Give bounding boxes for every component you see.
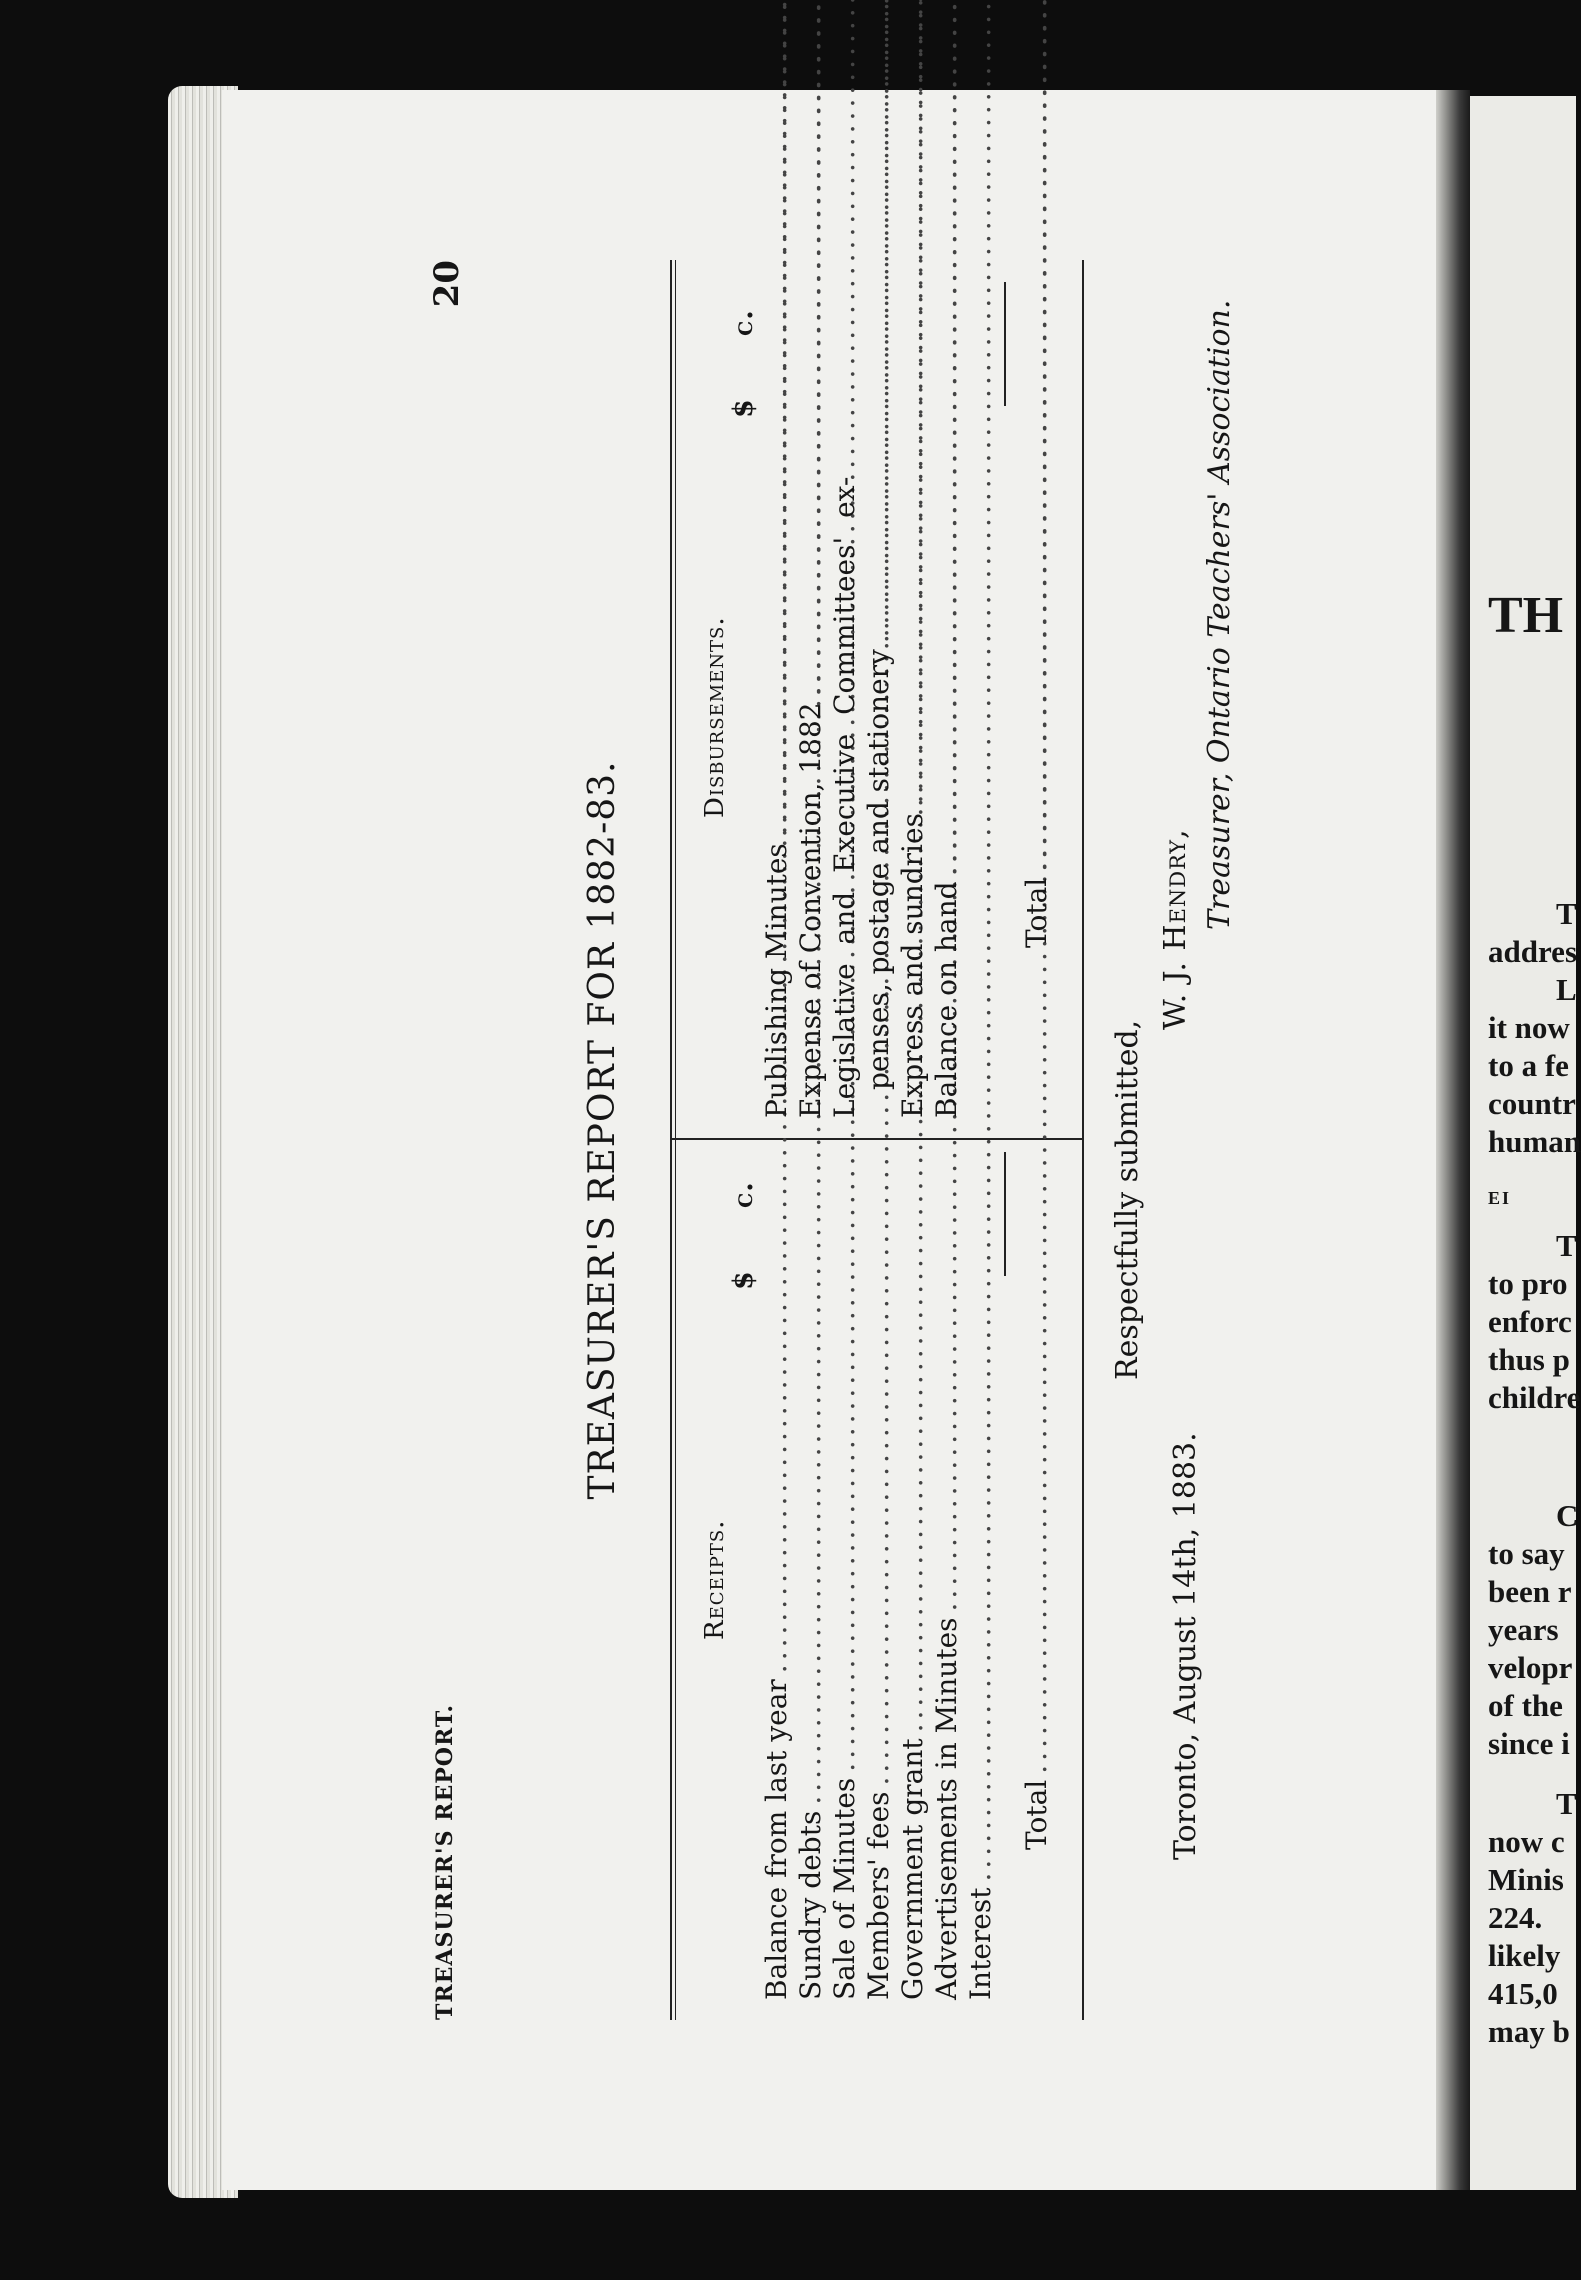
- facing-line: it now: [1488, 1010, 1570, 1045]
- facing-line: to a fe: [1488, 1048, 1569, 1083]
- facing-line: human: [1488, 1124, 1581, 1159]
- disbursements-total-label: Total: [1020, 877, 1053, 948]
- disbursement-label: Publishing Minutes: [760, 843, 793, 1118]
- receipts-heading: Receipts.: [700, 1519, 730, 1640]
- rotated-report: [422, 240, 1145, 2020]
- facing-line: childre: [1488, 1380, 1581, 1415]
- disbursements-heading: Disbursements.: [700, 616, 730, 818]
- facing-line: to pro: [1488, 1266, 1568, 1301]
- facing-line: T: [1556, 1786, 1577, 1821]
- disbursements-sum-rule: [1004, 282, 1006, 406]
- facing-line: velopr: [1488, 1650, 1573, 1685]
- receipt-row: [964, 1152, 998, 2000]
- facing-line: T: [1556, 1228, 1577, 1263]
- receipt-label: Advertisements in Minutes: [930, 1617, 963, 2000]
- facing-line: 415,0: [1488, 1976, 1558, 2011]
- facing-line: been r: [1488, 1574, 1572, 1609]
- facing-line: since i: [1488, 1726, 1570, 1761]
- table-top-rule-thin: [675, 260, 676, 2020]
- facing-line: addres: [1488, 934, 1578, 969]
- disbursement-label: Express and sundries: [896, 813, 929, 1118]
- running-head: TREASURER'S REPORT.: [432, 1703, 458, 2020]
- receipts-total-row: [1020, 1152, 1054, 2000]
- leader-dots: [794, 0, 827, 696]
- report-title: TREASURER'S REPORT FOR 1882-83.: [582, 760, 623, 1500]
- leader-dots: [760, 0, 793, 837]
- leader-dots: [1020, 0, 1053, 872]
- receipts-currency-header: $ c.: [728, 1181, 759, 1290]
- receipt-label: Members' fees: [862, 1791, 895, 2000]
- disbursement-row: [760, 282, 794, 1118]
- book-gutter: [1436, 90, 1470, 2190]
- facing-line: C: [1556, 1498, 1579, 1533]
- facing-line: 224.: [1488, 1900, 1543, 1935]
- receipt-label: Interest: [964, 1887, 997, 2000]
- place-date-wrapper: [1168, 1432, 1203, 1860]
- receipt-label: Balance from last year: [760, 1679, 793, 2000]
- disbursement-row: [930, 282, 964, 1118]
- signatory-name: W. J. Hendry,: [1158, 828, 1193, 1030]
- disbursement-row: [794, 282, 828, 1118]
- table-top-rule: [670, 260, 672, 2020]
- facing-line: now c: [1488, 1824, 1565, 1859]
- facing-line: countr: [1488, 1086, 1576, 1121]
- receipt-row: [862, 1152, 896, 2000]
- signatory-wrapper: [1158, 828, 1193, 1030]
- disbursement-label: Expense of Convention, 1882: [794, 702, 827, 1118]
- leader-dots: [930, 0, 963, 875]
- leader-dots: [862, 0, 895, 643]
- receipts-sum-rule: [1004, 1152, 1006, 1276]
- facing-line: EI: [1488, 1188, 1512, 1208]
- receipt-row: [794, 1152, 828, 2000]
- closing-line: Respectfully submitted,: [1110, 1019, 1145, 1380]
- table-bottom-rule: [1082, 260, 1084, 2020]
- receipt-row: [930, 1152, 964, 2000]
- disbursement-label: Legislative and Executive Committees' ex-: [828, 476, 861, 1118]
- receipt-label: Sale of Minutes: [828, 1777, 861, 2000]
- receipt-label: Government grant: [896, 1738, 929, 2000]
- facing-line: may b: [1488, 2014, 1570, 2049]
- facing-page: [1470, 96, 1581, 2190]
- facing-line: years: [1488, 1612, 1559, 1647]
- disbursement-label: Balance on hand: [930, 881, 963, 1118]
- receipt-row: [760, 1152, 794, 2000]
- facing-line: thus p: [1488, 1342, 1570, 1377]
- facing-line: to say: [1488, 1536, 1565, 1571]
- facing-line: of the: [1488, 1688, 1563, 1723]
- receipts-total-label: Total: [1020, 1779, 1053, 1850]
- facing-line: likely: [1488, 1938, 1561, 1973]
- disbursement-row: [896, 282, 930, 1118]
- page-number: 20: [427, 260, 467, 308]
- disbursement-row: [828, 282, 862, 1118]
- facing-line: T: [1556, 896, 1577, 931]
- receipt-label: Sundry debts: [794, 1810, 827, 2000]
- disbursement-row: [862, 282, 896, 1118]
- facing-line: L: [1556, 972, 1577, 1007]
- signatory-title: Treasurer, Ontario Teachers' Association.: [1202, 299, 1237, 930]
- receipt-row: [828, 1152, 862, 2000]
- leader-dots: [964, 0, 997, 1882]
- disbursements-currency-header: $ c.: [728, 309, 759, 418]
- place-date: Toronto, August 14th, 1883.: [1168, 1432, 1203, 1860]
- facing-line: enforc: [1488, 1304, 1572, 1339]
- receipt-row: [896, 1152, 930, 2000]
- disbursement-label: penses, postage and stationery: [862, 649, 895, 1090]
- leader-dots: [896, 0, 929, 807]
- facing-line: Minis: [1488, 1862, 1564, 1897]
- treasurer-title-wrapper: [1202, 300, 1237, 930]
- disbursements-total-row: [1020, 282, 1054, 1118]
- facing-heading-fragment: TH: [1488, 587, 1564, 644]
